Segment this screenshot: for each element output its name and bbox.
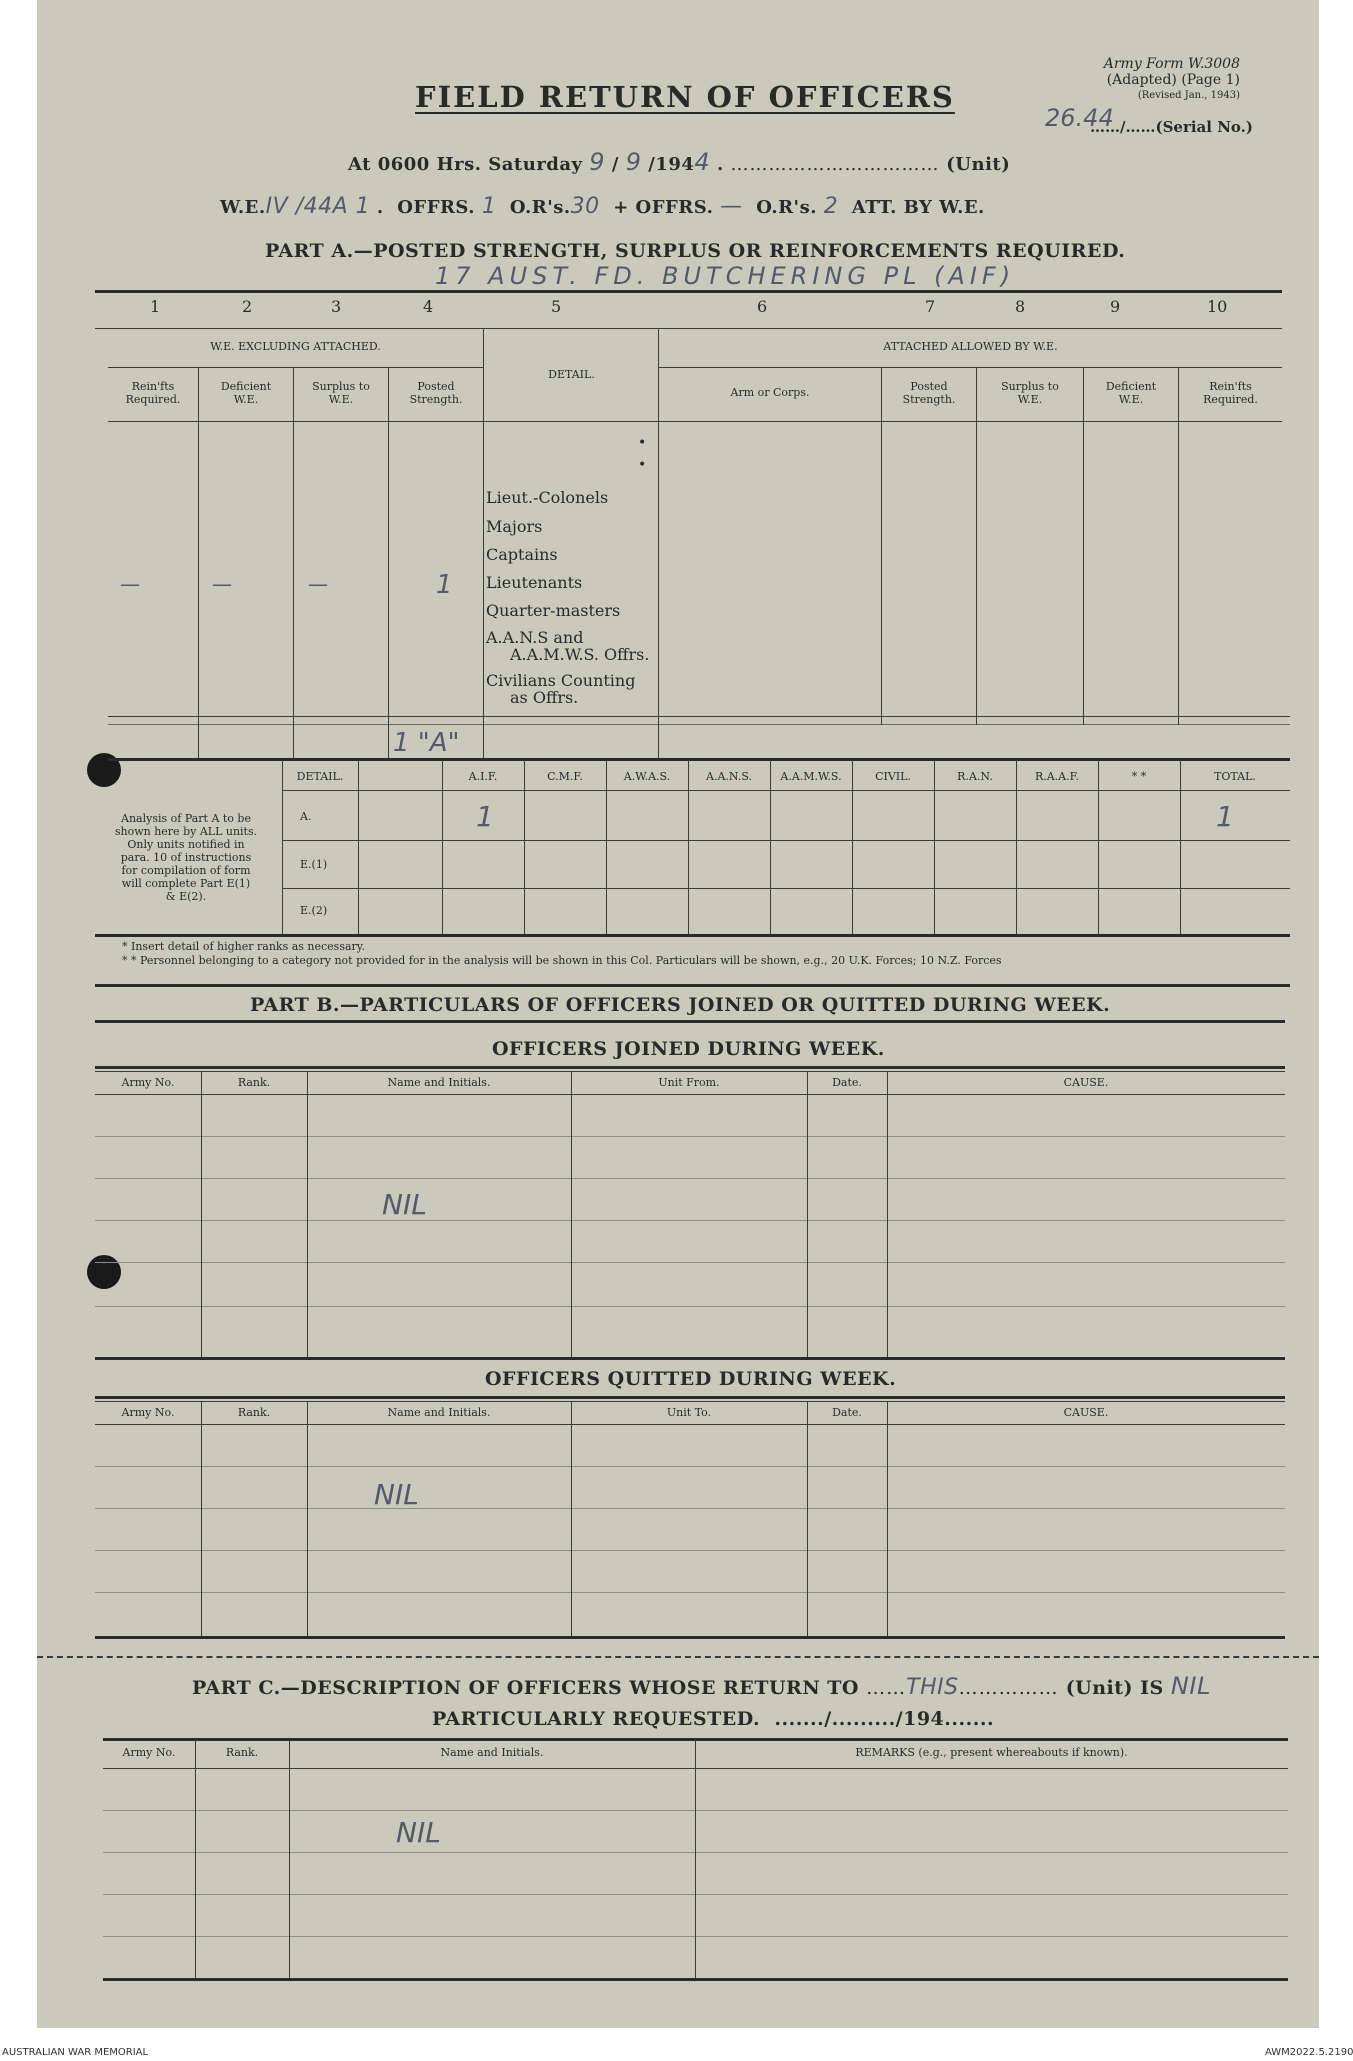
vline	[307, 1401, 308, 1636]
part-c-nil-entry: NIL	[396, 1816, 441, 1849]
part-c-line-1: PART C.—DESCRIPTION OF OFFICERS WHOSE RETURN TO ……THIS…………… (Unit) IS NIL	[192, 1672, 1211, 1700]
rule	[95, 1401, 1285, 1402]
vline	[807, 1071, 808, 1357]
rule	[95, 1636, 1285, 1639]
rule	[95, 1396, 1285, 1399]
ors-value: 30	[570, 194, 600, 219]
col-head-surplus-1: Surplus to	[312, 380, 370, 393]
analysis-note-4: para. 10 of instructions	[120, 851, 252, 864]
joined-col-cause: CAUSE.	[1063, 1076, 1109, 1089]
we-label: W.E.	[220, 197, 266, 218]
col-head-att-deficient-1: Deficient	[1105, 380, 1157, 393]
vline	[887, 1401, 888, 1636]
rank-lt-colonels: Lieut.-Colonels	[486, 488, 609, 507]
analysis-note-6: will complete Part E(1)	[121, 877, 251, 890]
rule	[282, 888, 1290, 889]
unit-name: 17 AUST. FD. BUTCHERING PL (AIF)	[435, 262, 1016, 290]
rule	[282, 840, 1290, 841]
plus-offrs-label: + OFFRS.	[613, 197, 714, 218]
row-rule	[95, 1262, 1285, 1263]
part-c-date-tail: ......./........./194.......	[774, 1708, 995, 1730]
analysis-note-3: Only units notified in	[127, 838, 245, 851]
col-head-arm-1: Arm or Corps.	[730, 386, 810, 399]
row-rule	[95, 1508, 1285, 1509]
quitted-header-row	[95, 1406, 1285, 1422]
col-numbers	[95, 297, 1282, 321]
col-num-3: 3	[331, 297, 342, 316]
detail-label: DETAIL.	[548, 368, 595, 381]
col-num-7: 7	[925, 297, 936, 316]
col-head-deficient-1: Deficient	[220, 380, 272, 393]
part-a-bottom-rule	[108, 758, 1290, 761]
analysis-head-awas: A.W.A.S.	[623, 770, 671, 783]
vline	[524, 760, 525, 934]
analysis-a-aif-value: 1	[476, 800, 494, 833]
col-head-att-posted-2: Strength.	[902, 393, 956, 406]
vline	[201, 1071, 202, 1357]
footnotes	[122, 940, 1002, 968]
vline	[293, 367, 294, 758]
quitted-col-army-no: Army No.	[121, 1406, 175, 1419]
part-b-heading: PART B.—PARTICULARS OF OFFICERS JOINED OR QUITTED DURING WEEK.	[250, 994, 1111, 1016]
rule	[95, 1020, 1285, 1023]
rank-captains: Captains	[486, 545, 558, 564]
vline	[658, 328, 659, 758]
vline	[934, 760, 935, 934]
vline	[201, 1401, 202, 1636]
analysis-row-a-label: A.	[300, 810, 312, 823]
analysis-row-e1-label: E.(1)	[300, 858, 328, 871]
rule	[108, 367, 483, 368]
analysis-head-aamws: A.A.M.W.S.	[780, 770, 842, 783]
serial-label: ……/……(Serial No.)	[1090, 118, 1253, 136]
joined-nil-entry: NIL	[382, 1188, 427, 1221]
vline	[195, 1740, 196, 1978]
joined-col-name: Name and Initials.	[387, 1076, 491, 1089]
vline	[571, 1071, 572, 1357]
rule	[108, 421, 1282, 422]
part-a-heading: PART A.—POSTED STRENGTH, SURPLUS OR REINFORCEMENTS REQUIRED.	[265, 240, 1126, 262]
col-head-att-reinfts-2: Required.	[1203, 393, 1258, 406]
col-head-surplus	[294, 380, 388, 406]
quitted-col-rank: Rank.	[237, 1406, 271, 1419]
analysis-head-aans: A.A.N.S.	[706, 770, 752, 783]
date-year-prefix: 194	[655, 154, 695, 175]
col-head-deficient	[199, 380, 293, 406]
rank-aans: A.A.N.S and	[486, 628, 584, 647]
form-id-line-3: (Revised Jan., 1943)	[1137, 90, 1240, 101]
analysis-row-e2-label: E.(2)	[300, 904, 328, 917]
vline	[483, 328, 484, 758]
vline	[1083, 367, 1084, 725]
vline	[289, 1740, 290, 1978]
col-head-att-deficient	[1084, 380, 1178, 406]
analysis-bottom-rule	[95, 934, 1290, 937]
vline	[358, 760, 359, 934]
analysis-head-cmf: C.M.F.	[547, 770, 583, 783]
date-line: At 0600 Hrs. Saturday 9 / 9 /1944 . …………………………… (Unit)	[348, 148, 1011, 176]
att-label: ATT. BY W.E.	[851, 197, 985, 218]
row-rule	[95, 1136, 1285, 1137]
col-head-att-surplus-2: W.E.	[1017, 393, 1043, 406]
we-value: IV /44A 1	[265, 194, 371, 219]
col-head-att-posted-1: Posted	[910, 380, 948, 393]
analysis-head-aif: A.I.F.	[468, 770, 498, 783]
vline	[571, 1401, 572, 1636]
serial-value: 26.44	[1045, 104, 1114, 132]
joined-heading: OFFICERS JOINED DURING WEEK.	[492, 1038, 885, 1060]
vline	[1098, 760, 1099, 934]
analysis-note-1: Analysis of Part A to be	[121, 812, 251, 825]
part-a-top-rule	[95, 290, 1282, 293]
vline	[1178, 367, 1179, 725]
cut-line	[37, 1656, 1319, 1658]
rank-lieutenants: Lieutenants	[486, 573, 583, 592]
detail-asterisks: • •	[638, 435, 647, 473]
part-c-col-remarks: REMARKS (e.g., present whereabouts if known).	[855, 1746, 1128, 1759]
rule	[95, 328, 1282, 329]
form-id-line-2: (Adapted) (Page 1)	[1106, 72, 1240, 88]
analysis-a-total-value: 1	[1216, 800, 1234, 833]
quitted-col-name: Name and Initials.	[387, 1406, 491, 1419]
col-head-att-surplus	[977, 380, 1083, 406]
part-c-is-value: NIL	[1170, 1672, 1211, 1700]
col-head-reinfts-2: Required.	[125, 393, 181, 406]
col-head-posted	[389, 380, 483, 406]
form-title: FIELD RETURN OF OFFICERS	[415, 80, 955, 114]
analysis-head-ran: R.A.N.	[957, 770, 993, 783]
analysis-head-total: TOTAL.	[1214, 770, 1256, 783]
analysis-note-7: & E(2).	[165, 890, 207, 903]
col-head-att-posted	[882, 380, 976, 406]
vline	[688, 760, 689, 934]
col-head-arm	[659, 386, 881, 399]
rule	[95, 1066, 1285, 1069]
unit-label: (Unit)	[946, 154, 1011, 175]
ors2-value: 2	[823, 194, 839, 219]
quitted-col-cause: CAUSE.	[1063, 1406, 1109, 1419]
rule	[108, 724, 1290, 725]
col-head-surplus-2: W.E.	[328, 393, 354, 406]
row-rule	[95, 1550, 1285, 1551]
vline	[1180, 760, 1181, 934]
form-id	[1040, 56, 1240, 104]
date-day: 9	[589, 148, 606, 176]
vline	[807, 1401, 808, 1636]
vline	[1016, 760, 1017, 934]
attached-label: ATTACHED ALLOWED BY W.E.	[883, 340, 1058, 353]
col-num-5: 5	[551, 297, 562, 316]
analysis-head-other: * *	[1131, 770, 1147, 783]
we-line: W.E.IV /44A 1 . OFFRS. 1 O.R's.30 + OFFRS. — O.R's. 2 ATT. BY W.E.	[220, 194, 985, 219]
deficient-dash: —	[212, 572, 232, 596]
row-rule	[95, 1592, 1285, 1593]
lieut-posted-value: 1	[436, 570, 453, 600]
col-num-8: 8	[1015, 297, 1026, 316]
col-head-att-reinfts	[1179, 380, 1282, 406]
rank-aamws: A.A.M.W.S. Offrs.	[510, 645, 650, 664]
part-c-suffix: (Unit) IS	[1065, 1677, 1164, 1699]
vline	[695, 1740, 696, 1978]
analysis-header-row	[282, 770, 1290, 786]
col-num-2: 2	[242, 297, 253, 316]
part-c-col-army-no: Army No.	[122, 1746, 176, 1759]
joined-header-row	[95, 1076, 1285, 1092]
rule	[108, 716, 1290, 717]
offrs-value: 1	[481, 194, 497, 219]
quitted-col-unit-to: Unit To.	[666, 1406, 712, 1419]
joined-col-unit-from: Unit From.	[658, 1076, 720, 1089]
footnote-1: * Insert detail of higher ranks as necessary.	[122, 940, 366, 953]
rule	[95, 1094, 1285, 1095]
part-c-requested: PARTICULARLY REQUESTED.	[432, 1708, 761, 1730]
rank-list	[486, 488, 649, 706]
rule	[659, 367, 1282, 368]
quitted-heading: OFFICERS QUITTED DURING WEEK.	[485, 1368, 897, 1390]
vline	[976, 367, 977, 725]
rank-civilians: Civilians Counting	[486, 671, 636, 690]
serial-label-text: (Serial No.)	[1155, 118, 1253, 136]
vline	[852, 760, 853, 934]
col-head-posted-2: Strength.	[409, 393, 463, 406]
col-head-att-reinfts-1: Rein'fts	[1209, 380, 1252, 393]
joined-col-rank: Rank.	[237, 1076, 271, 1089]
row-rule	[95, 1220, 1285, 1221]
vline	[442, 760, 443, 934]
date-prefix: At 0600 Hrs. Saturday	[348, 154, 583, 175]
analysis-head-civil: CIVIL.	[875, 770, 911, 783]
vline	[770, 760, 771, 934]
analysis-note	[94, 812, 278, 903]
analysis-head-raaf: R.A.A.F.	[1034, 770, 1080, 783]
part-c-col-name: Name and Initials.	[440, 1746, 544, 1759]
vline	[388, 367, 389, 758]
rank-civilians-2: as Offrs.	[510, 688, 579, 707]
col-num-9: 9	[1110, 297, 1121, 316]
footer-left: AUSTRALIAN WAR MEMORIAL	[2, 2047, 149, 2058]
vline	[887, 1071, 888, 1357]
footer-right: AWM2022.5.2190	[1265, 2047, 1353, 2058]
vline	[606, 760, 607, 934]
form-id-line-1: Army Form W.3008	[1103, 56, 1240, 72]
vline	[198, 367, 199, 758]
plus-offrs-value: —	[720, 194, 743, 219]
col-head-att-surplus-1: Surplus to	[1001, 380, 1059, 393]
part-c-unit-value: THIS	[906, 1675, 959, 1700]
analysis-note-2: shown here by ALL units.	[114, 825, 258, 838]
col-num-4: 4	[423, 297, 434, 316]
rule	[95, 1071, 1285, 1072]
date-month: 9	[625, 148, 642, 176]
col-head-reinfts-1: Rein'fts	[131, 380, 175, 393]
quitted-nil-entry: NIL	[374, 1478, 419, 1511]
col-head-reinfts	[108, 380, 198, 406]
joined-col-army-no: Army No.	[121, 1076, 175, 1089]
rank-majors: Majors	[486, 517, 543, 536]
reinfts-dash: —	[120, 572, 140, 596]
rule	[282, 790, 1290, 791]
rule	[103, 1978, 1288, 1981]
rule	[95, 1424, 1285, 1425]
col-head-posted-1: Posted	[417, 380, 455, 393]
vline	[307, 1071, 308, 1357]
part-c-prefix: PART C.—DESCRIPTION OF OFFICERS WHOSE RETURN TO	[192, 1677, 859, 1699]
rule	[95, 984, 1290, 987]
punch-hole-bottom	[87, 1255, 121, 1289]
surplus-dash: —	[308, 572, 328, 596]
vline	[881, 367, 882, 725]
we-excl-label: W.E. EXCLUDING ATTACHED.	[210, 340, 381, 353]
rank-quartermasters: Quarter-masters	[486, 601, 621, 620]
ors-label: O.R's.	[509, 197, 571, 218]
analysis-head-detail: DETAIL.	[296, 770, 344, 783]
part-c-col-rank: Rank.	[225, 1746, 259, 1759]
col-num-1: 1	[150, 297, 161, 316]
analysis-note-5: for compilation of form	[121, 864, 251, 877]
total-posted-value: 1 "A"	[393, 728, 460, 758]
joined-col-date: Date.	[832, 1076, 862, 1089]
offrs-label: OFFRS.	[397, 197, 476, 218]
col-num-6: 6	[757, 297, 768, 316]
row-rule	[95, 1466, 1285, 1467]
quitted-col-date: Date.	[832, 1406, 862, 1419]
col-head-deficient-2: W.E.	[233, 393, 259, 406]
row-rule	[95, 1178, 1285, 1179]
part-c-line-2	[432, 1708, 994, 1730]
row-rule	[95, 1306, 1285, 1307]
rule	[95, 1357, 1285, 1360]
footnote-2: * * Personnel belonging to a category not provided for in the analysis will be shown in this Col. Particulars will be shown, e.g., 20 U.K. Forces; 10 N.Z. Forces	[122, 954, 1002, 967]
col-head-att-deficient-2: W.E.	[1118, 393, 1144, 406]
col-num-10: 10	[1207, 297, 1228, 316]
vline	[282, 760, 283, 934]
ors2-label: O.R's.	[756, 197, 817, 218]
date-year-suffix: 4	[694, 148, 711, 176]
